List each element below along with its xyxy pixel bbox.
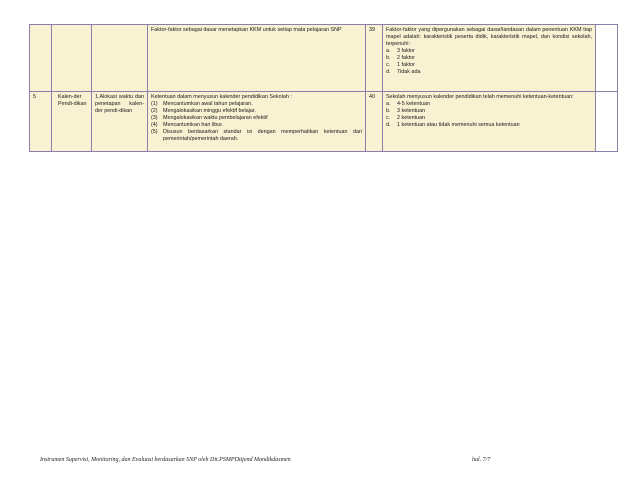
question-cell [383, 25, 596, 92]
no-cell [30, 25, 52, 92]
criterion-list [151, 101, 362, 143]
options-list [386, 101, 592, 129]
score-cell [596, 25, 618, 92]
criterion-item: (1) Mencantumkan awal tahun pelajaran. [151, 101, 253, 107]
criterion-cell [148, 25, 366, 92]
criterion-cell [148, 92, 366, 152]
aspect-text: Kalen-der Pendi-dikan [58, 94, 87, 107]
aspect-cell [52, 92, 92, 152]
score-cell [596, 92, 618, 152]
page-footer [40, 457, 600, 463]
criterion-item: (3) Mengalokasikan waktu pembelajaran efektif [151, 115, 268, 121]
question-number-cell [366, 25, 383, 92]
criterion-text: Faktor-faktor sebagai dasar menetapkan KKM untuk setiap mata pelajaran SNP [151, 27, 342, 33]
question-cell [383, 92, 596, 152]
option-item: c. 1 faktor [386, 62, 415, 68]
option-item: b. 3 ketentuan [386, 108, 426, 114]
table-row [30, 92, 618, 152]
question-number: 40 [369, 94, 375, 100]
criterion-item: (2) Mengalokasikan minggu efektif belajar. [151, 108, 256, 114]
no-cell [30, 92, 52, 152]
option-item: b. 2 faktor [386, 55, 415, 61]
question-text: Sekolah menyusun kalender pendidikan telah memenuhi ketentuan-ketentuan: [386, 94, 574, 100]
indicator-cell [92, 25, 148, 92]
option-item: d. 1 ketentuan atau tidak memenuhi semua ketentuan [386, 122, 520, 128]
footer-text: Instrumen Supervisi, Monitoring, dan Evaluasi berdasarkan SNP oleh Dit.PSMPDitjend Mandikdasmen [40, 457, 291, 463]
criterion-item: (4) Mencantumkan hari libur. [151, 122, 224, 128]
row-number: 5 [33, 94, 36, 100]
page-number: hal. 7/7 [472, 457, 491, 463]
option-item: a. 4-5 ketentuan [386, 101, 430, 107]
indicator-cell [92, 92, 148, 152]
options-list [386, 48, 592, 76]
question-text: Faktor-faktor yang dipergunakan sebagai dasar/landasan dalam penentuan KKM tiap mapel adalah: karakteristik peserta didik, karakteristik mapel, dan kondisi sekolah, terpenuhi: [386, 27, 592, 47]
question-number: 39 [369, 27, 375, 33]
table-row [30, 25, 618, 92]
option-item: a. 3 faktor [386, 48, 415, 54]
instrument-table [29, 24, 618, 152]
option-item: c. 2 ketentuan [386, 115, 426, 121]
criterion-item: (5) Disusun berdasarkan standar isi dengan memperhatikan ketentuan dari pemerintah/pemerintah daerah. [151, 129, 362, 142]
criterion-intro: Ketentuan dalam menyusun kalender pendidikan Sekolah : [151, 94, 292, 100]
question-number-cell [366, 92, 383, 152]
option-item: d. Tidak ada [386, 69, 421, 75]
indicator-text: 1.Alokasi waktu dan penetapan kalen-der pendi-dikan [95, 94, 144, 114]
aspect-cell [52, 25, 92, 92]
